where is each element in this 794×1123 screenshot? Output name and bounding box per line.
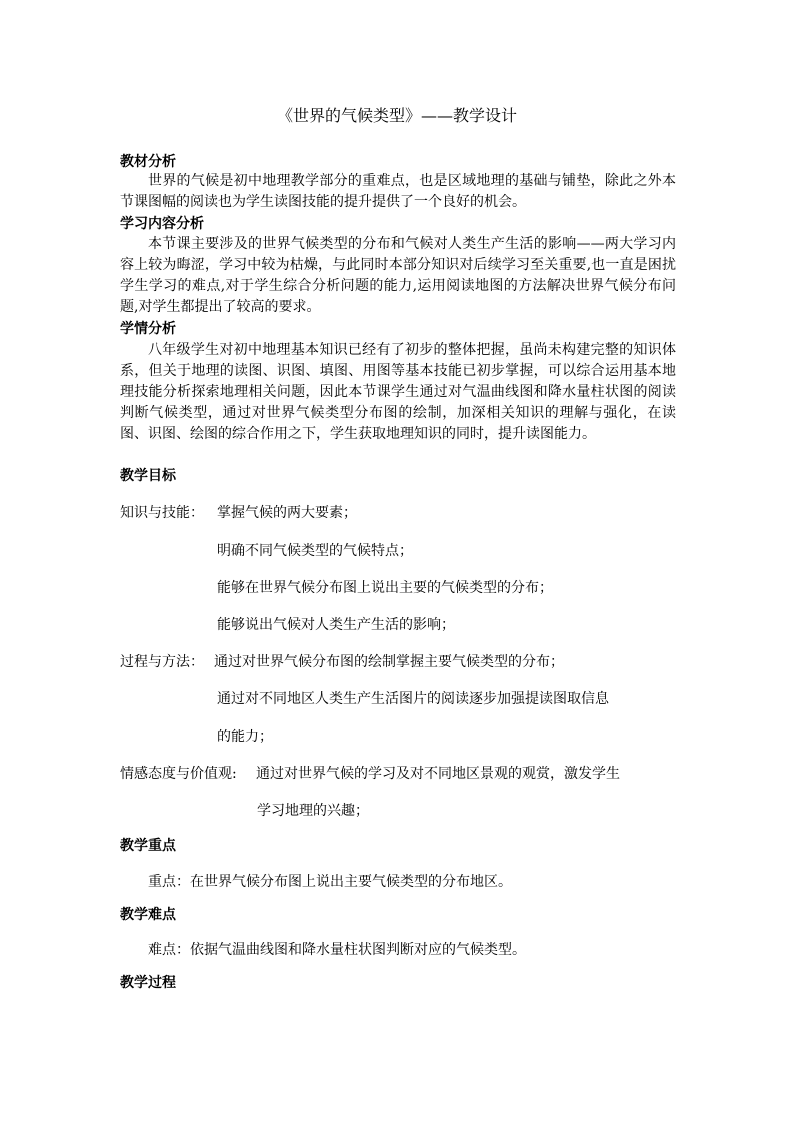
- heading-difficulty: 教学难点: [120, 907, 176, 923]
- difficulty-text: 难点：依据气温曲线图和降水量柱状图判断对应的气候类型。: [148, 942, 526, 958]
- heading-student-analysis: 学情分析: [120, 321, 176, 337]
- heading-key-point: 教学重点: [120, 838, 176, 854]
- paragraph-student-analysis: 八年级学生对初中地理基本知识已经有了初步的整体把握，虽尚未构建完整的知识体系，但关于地理的读图、识图、填图、用图等基本技能已初步掌握，可以综合运用基本地理技能分析探索地理相关问题，因此本节课学生通过对气温曲线图和降水量柱状图的阅读判断气候类型，通过对世界气候类型分布图的绘制，加深相关知识的理解与强化，在读图、识图、绘图的综合作用之下，学生获取地理知识的同时，提升读图能力。: [120, 342, 676, 442]
- paragraph-content-analysis: 本节课主要涉及的世界气候类型的分布和气候对人类生产生活的影响——两大学习内容上较为晦涩，学习中较为枯燥，与此同时本部分知识对后续学习至关重要,也一直是困扰学生学习的难点,对于学生综合分析问题的能力,运用阅读地图的方法解决世界气候分布问题,对学生都提出了较高的要求。: [120, 236, 676, 315]
- goal-knowledge-item: 掌握气候的两大要素；: [217, 505, 357, 521]
- goal-emotion-item: 通过对世界气候的学习及对不同地区景观的观赏，激发学生: [256, 766, 620, 782]
- goal-knowledge-label: 知识与技能：: [120, 505, 204, 521]
- goal-knowledge-item: 能够说出气候对人类生产生活的影响；: [217, 617, 455, 633]
- heading-content-analysis: 学习内容分析: [120, 216, 204, 232]
- paragraph-material-analysis: 世界的气候是初中地理教学部分的重难点，也是区域地理的基础与铺垫，除此之外本节课图幅的阅读也为学生读图技能的提升提供了一个良好的机会。: [120, 173, 676, 210]
- key-point-text: 重点：在世界气候分布图上说出主要气候类型的分布地区。: [148, 874, 512, 890]
- goal-process-item: 通过对世界气候分布图的绘制掌握主要气候类型的分布；: [214, 654, 564, 670]
- goal-knowledge-item: 能够在世界气候分布图上说出主要的气候类型的分布；: [217, 580, 553, 596]
- document-title: 《世界的气候类型》——教学设计: [276, 106, 517, 125]
- goal-process-item: 通过对不同地区人类生产生活图片的阅读逐步加强提读图取信息: [217, 691, 609, 707]
- goal-emotion-item: 学习地理的兴趣；: [257, 803, 369, 819]
- heading-teaching-process: 教学过程: [120, 975, 176, 991]
- goal-process-item: 的能力；: [217, 729, 273, 745]
- heading-material-analysis: 教材分析: [120, 154, 176, 170]
- goal-knowledge-item: 明确不同气候类型的气候特点；: [217, 543, 413, 559]
- goal-process-label: 过程与方法：: [120, 654, 204, 670]
- goal-emotion-label: 情感态度与价值观:: [120, 766, 237, 782]
- heading-teaching-goals: 教学目标: [120, 468, 176, 484]
